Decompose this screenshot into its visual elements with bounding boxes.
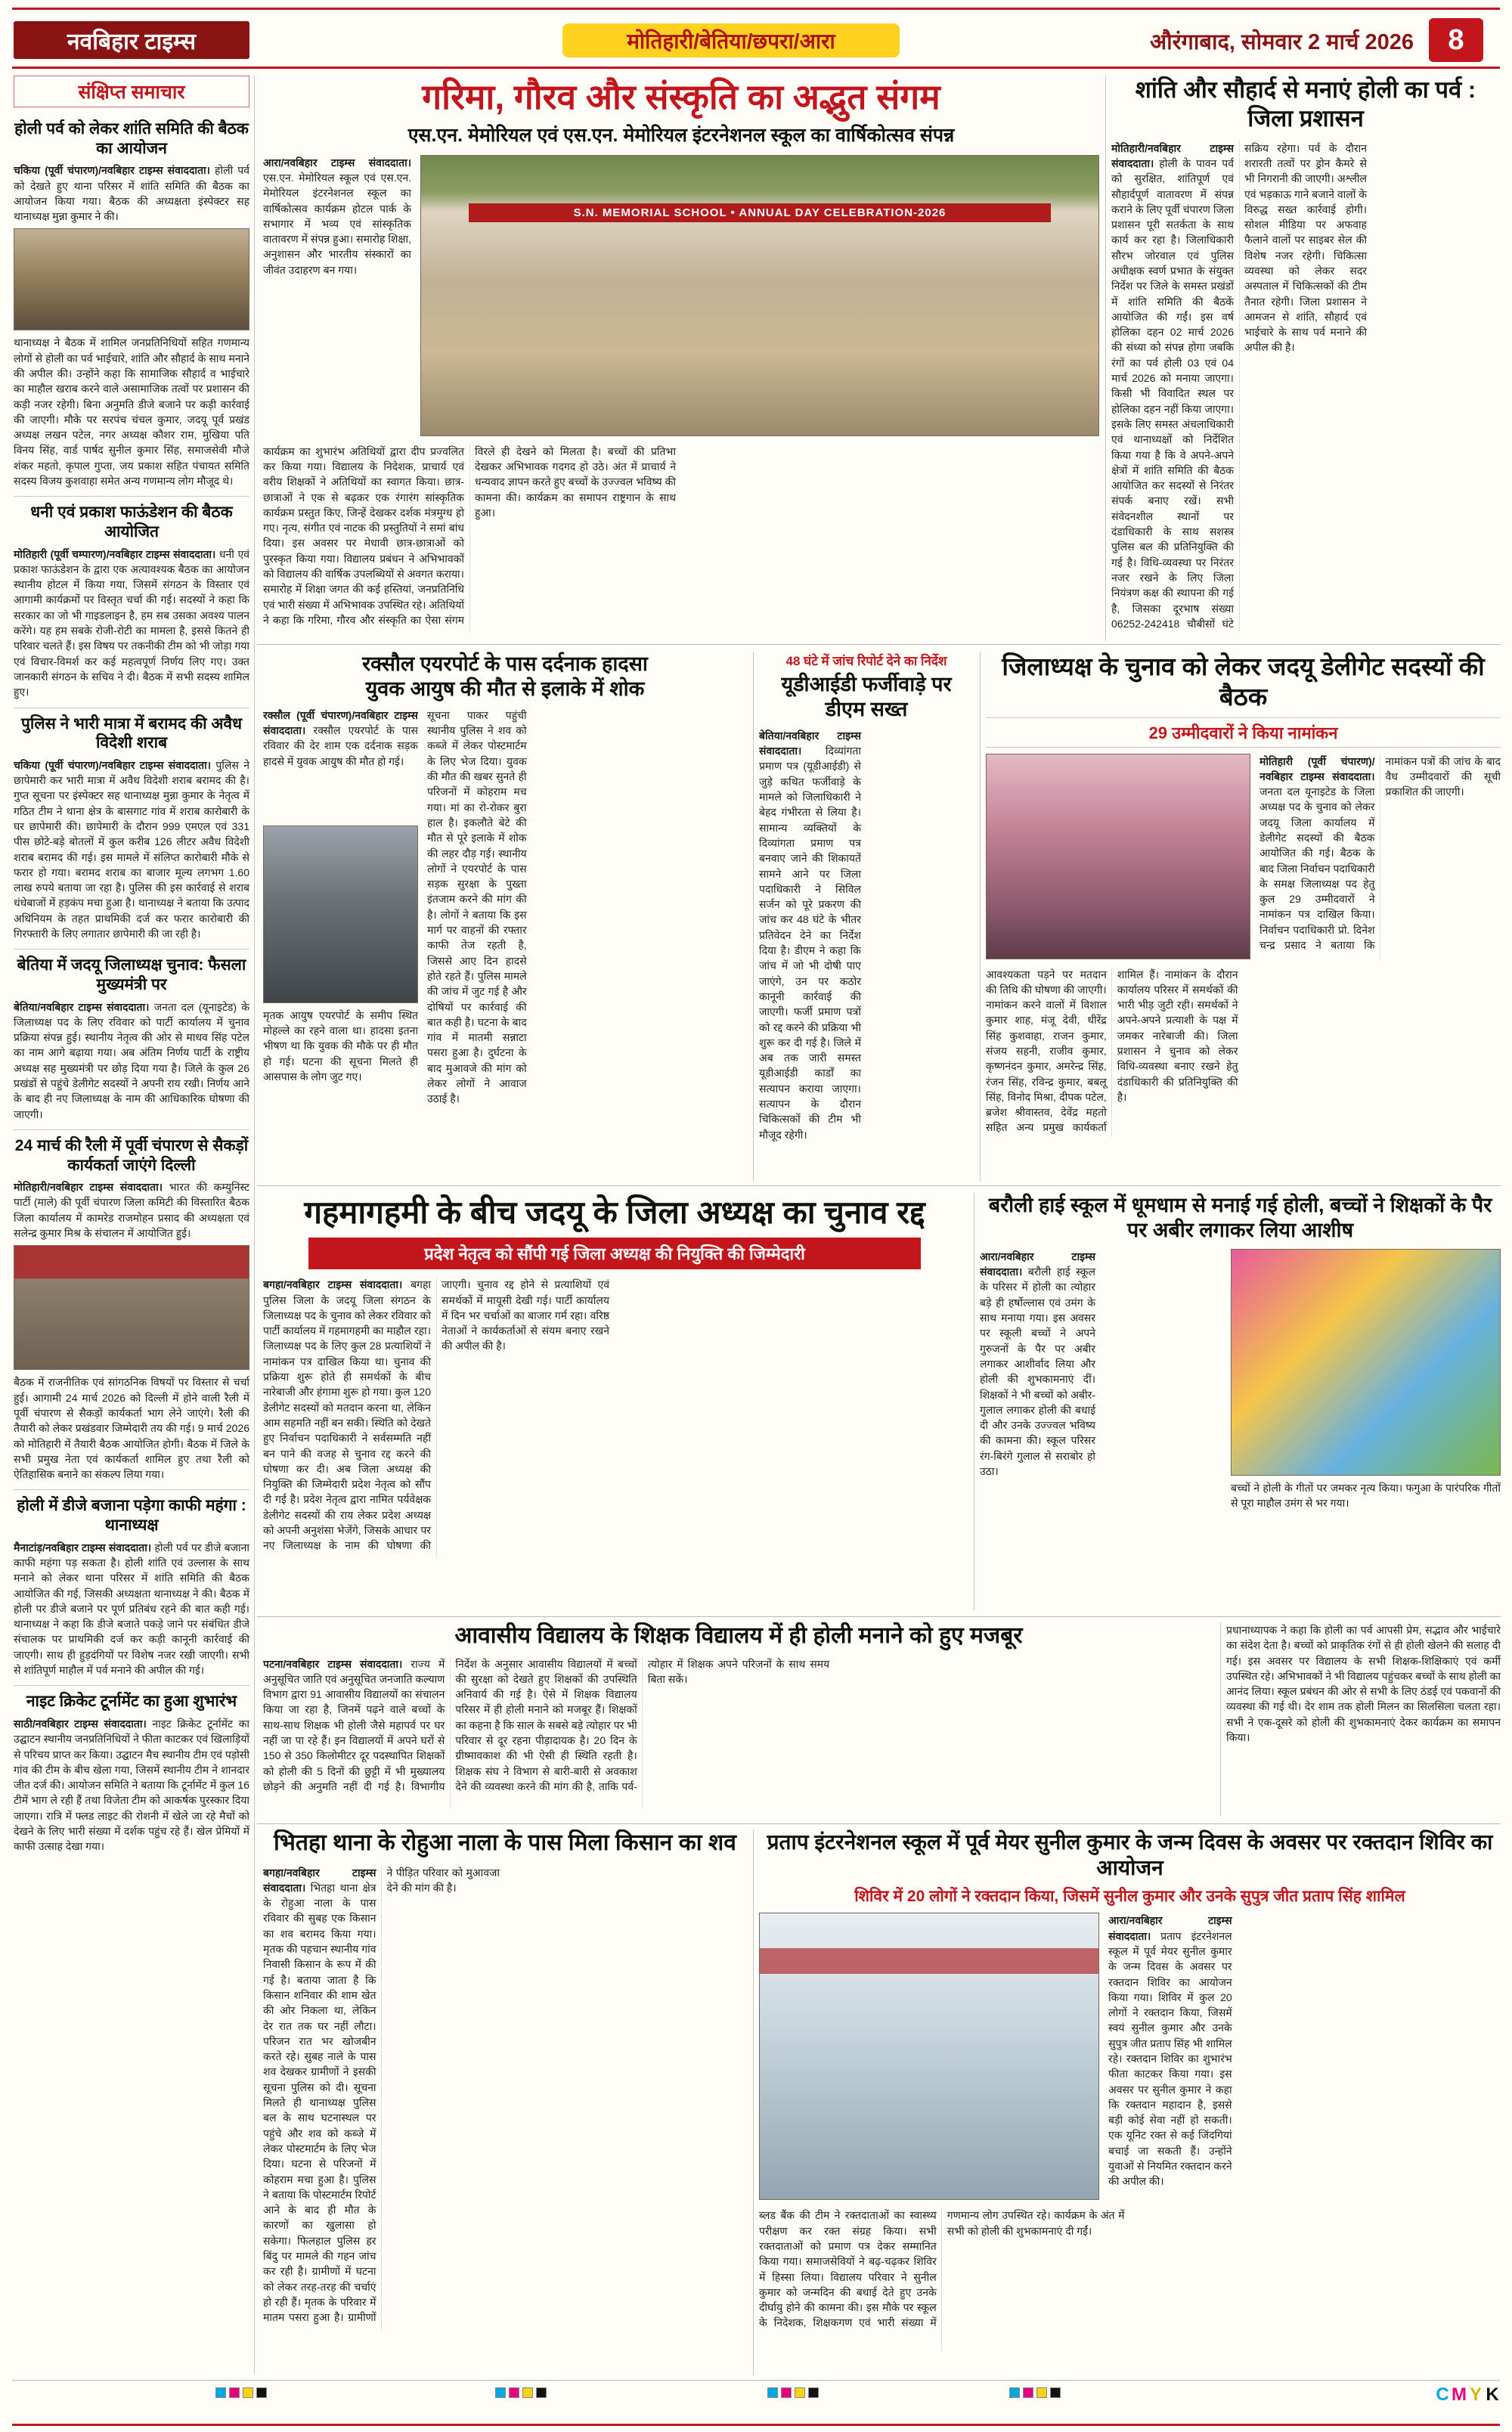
headline: 24 मार्च की रैली में पूर्वी चंपारण से सैकड़ों कार्यकर्ता जाएंगे दिल्ली [14,1136,249,1174]
article-body-columns [759,728,974,1166]
article-text: पुलिस ने छापेमारी कर भारी मात्रा में अवैध विदेशी शराब बरामद की है। गुप्त सूचना पर इंस्पेक्टर सह थानाध्यक्ष मुन्ना कुमार के नेतृत्व में गठित टीम ने थाना क्षेत्र के बासगाट गांव में शराब कारोबारी के घर छापेमारी की। छापेमारी के दौरान 999 एमएल एवं 331 पीस छोटे-बड़े बोतलों में कुल करीब 126 लीटर अवैध विदेशी शराब बरामद की गई। इस मामले में संलिप्त कारोबारी मौके से फरार हो गया। बरामद शराब का बाजार मूल्य लगभग 1.60 लाख रुपये बताया जा रहा है। पुलिस की इस कार्रवाई से शराब धंधेबाजों में हड़कंप मचा हुआ है। थानाध्यक्ष ने बताया कि उत्पाद अधिनियम के तहत प्राथमिकी दर्ज कर फरार कारोबारी की गिरफ्तारी के लिए लगातार छापेमारी की जा रही है। [14,758,249,940]
registration-dot [781,2387,792,2398]
article-text: जनता दल यूनाइटेड के जिला अध्यक्ष पद के चुनाव को लेकर जदयू जिला कार्यालय में डेलीगेट सदस्यों की बैठक आयोजित की गई। बैठक के बाद जिला निर्वाचन पदाधिकारी के समक्ष जिलाध्यक्ष पद हेतु कुल 29 उम्मीदवारों ने नामांकन पत्र दाखिल किया। निर्वाचन पदाधिकारी प्रो. दिनेश चन्द्र प्रसाद ने बताया कि नामांकन पत्रों की जांच के बाद वैध उम्मीदवारों की सूची प्रकाशित की जाएगी। [1259,754,1501,952]
article-dateline: चकिया (पूर्वी चंपारण)/नवबिहार टाइम्स संवाददाता। [14,758,212,771]
headline: बेतिया में जदयू जिलाध्यक्ष चुनाव: फैसला मुख्यमंत्री पर [17,956,246,993]
article-barauli-continuation [1226,1622,1501,1816]
article-body: बैठक में राजनीतिक एवं सांगठनिक विषयों पर विस्तार से चर्चा हुई। आगामी 24 मार्च 2026 को दिल्ली में होने वाली रैली में पूर्वी चंपारण से सैकड़ों कार्यकर्ता भाग लेने जाएंगे। रैली की तैयारी को लेकर प्रखंडवार जिम्मेदारी तय की गई। 9 मार्च 2026 को मोतिहारी में तैयारी बैठक आयोजित होगी। बैठक में जिले के सभी प्रमुख नेता एवं कार्यकर्ता शामिल हुए तथा रैली को ऐतिहासिक बनाने का संकल्प लिया गया। [14,1376,249,1481]
article-dateline: पटना/नवबिहार टाइम्स संवाददाता। [263,1657,403,1670]
article-pratap-blood-donation [759,1829,1501,2375]
article-left-stack [263,708,418,1173]
article-dateline: चकिया (पूर्वी चंपारण)/नवबिहार टाइम्स संवाददाता। [14,164,210,177]
headline: गहमागहमी के बीच जदयू के जिला अध्यक्ष का चुनाव रद्द [304,1194,925,1230]
date-line: औरंगाबाद, सोमवार 2 मार्च 2026 [1150,29,1414,54]
article-body: मृतक आयुष एयरपोर्ट के समीप स्थित मोहल्ले का रहने वाला था। हादसा इतना भीषण था कि युवक की मौके पर ही मौत हो गई। घटना की सूचना मिलते ही आसपास के लोग जुट गए। [263,1008,418,1083]
article-dateline: साठी/नवबिहार टाइम्स संवाददाता। [14,1717,147,1730]
subhead: 29 उम्मीदवारों ने किया नामांकन [986,717,1501,748]
article-content-row [986,754,1501,959]
header-rule [12,67,1500,69]
cmyk-letter-k: K [1486,2384,1499,2405]
article-text: रक्सौल एयरपोर्ट के पास रविवार की देर शाम एक दर्दनाक सड़क हादसे में युवक आयुष की मौत हो गई। [263,724,418,767]
article-body-columns [263,1277,966,1557]
bottom-rule [12,2424,1500,2426]
registration-dot [256,2387,267,2398]
article-bhitaha [263,1829,747,2375]
registration-dot [536,2387,547,2398]
registration-dot [1009,2387,1020,2398]
section-rule [257,1823,1501,1824]
headline: नाइट क्रिकेट टूर्नामेंट का हुआ शुभारंभ [26,1693,237,1711]
cmyk-letter-c: C [1436,2384,1449,2405]
column-divider [980,652,981,1181]
article-awasiya [263,1622,1214,1816]
article-body [14,1540,249,1678]
headline: होली पर्व को लेकर शांति समिति की बैठक का आयोजन [14,120,249,157]
article-garima [263,76,1099,639]
article-dateline: आरा/नवबिहार टाइम्स संवाददाता। [1108,1914,1232,1942]
headline-line2: युवक आयुष की मौत से इलाके में शोक [365,677,645,700]
article-body [14,1716,249,1854]
page-number-badge: 8 [1429,18,1483,62]
photo-banner-caption: S.N. MEMORIAL SCHOOL • ANNUAL DAY CELEBRATION-2026 [469,203,1052,222]
registration-dots [1009,2387,1061,2398]
article-raxaul-accident [263,652,747,1181]
column-divider [254,76,255,2374]
registration-dot [522,2387,533,2398]
editions-strip: मोतिहारी/बेतिया/छपरा/आरा [562,23,900,57]
article-text: एस.एन. मेमोरियल स्कूल एवं एस.एन. मेमोरियल इंटरनेशनल स्कूल का वार्षिकोत्सव कार्यक्रम होटल पार्क के सभागार में भव्य एवं सांस्कृतिक वातावरण में संपन्न हुआ। समारोह शिक्षा, अनुशासन और भारतीय संस्कारों का जीवंत उदाहरण बन गया। [263,171,411,276]
article-dateline: आरा/नवबिहार टाइम्स संवाददाता। [980,1250,1095,1278]
article-gahmagahmi [263,1193,966,1610]
article-text: होली पर्व पर डीजे बजाना काफी महंगा पड़ सकता है। होली शांति एवं उल्लास के साथ मनाने को लेकर थाना परिसर में शांति समिति की बैठक आयोजित की गई, जिसकी अध्यक्षता थानाध्यक्ष ने की। बैठक में होली पर डीजे बजाने पर पूर्ण प्रतिबंध रहने की बात कही गई। थानाध्यक्ष ने कहा कि डीजे बजाते पकड़े जाने पर संबंधित डीजे संचालक पर प्राथमिकी दर्ज कर कड़ी कानूनी कार्रवाई की जाएगी। साथ ही हुड़दंगियों पर विशेष नजर रखी जाएगी। सभी से शांतिपूर्ण माहौल में पर्व मनाने की अपील की गई। [14,1541,249,1677]
article-udid [759,652,974,1181]
headline: धनी एवं प्रकाश फाऊंडेशन की बैठक आयोजित [30,503,233,541]
headline: प्रताप इंटरनेशनल स्कूल में पूर्व मेयर सुनील कुमार के जन्म दिवस के अवसर पर रक्तदान शिविर का आयोजन [767,1830,1493,1880]
photo-jdu-delegate-meeting [986,754,1250,959]
article-body: बच्चों ने होली के गीतों पर जमकर नृत्य किया। फगुआ के पारंपरिक गीतों से पूरा माहौल उमंग से भर गया। [1231,1481,1501,1510]
registration-dot [229,2387,240,2398]
article-dateline: रक्सौल (पूर्वी चंपारण)/नवबिहार टाइम्स संवाददाता। [263,708,418,737]
headline: पुलिस ने भारी मात्रा में बरामद की अवैध विदेशी शराब [20,714,243,752]
article-body-columns: सूचना पाकर पहुंची स्थानीय पुलिस ने शव को कब्जे में लेकर पोस्टमार्टम के लिए भेज दिया। युवक की मौत की खबर सुनते ही परिजनों में कोहराम मच गया। मां का रो-रोकर बुरा हाल है। इकलौते बेटे की मौत से पूरे इलाके में शोक की लहर दौड़ गई। स्थानीय लोगों ने एयरपोर्ट के पास सड़क सुरक्षा के पुख्ता इंतजाम करने की मांग की है। लोगों ने बताया कि इस मार्ग पर वाहनों की रफ्तार काफी तेज रहती है, जिससे आए दिन हादसे होते रहते हैं। पुलिस मामले की जांच में जुट गई है और दोषियों पर कार्रवाई की बात कही है। घटना के बाद गांव में मातमी सन्नाटा पसरा हुआ है। दुर्घटना के बाद मुआवजे की मांग को लेकर लोगों ने आवाज उठाई है। [427,708,527,1105]
article-dateline: बेतिया/नवबिहार टाइम्स संवाददाता। [759,729,861,757]
column-divider [1220,1622,1221,1816]
article-dateline: आरा/नवबिहार टाइम्स संवाददाता। [263,156,411,169]
article-body [14,757,249,942]
article-right-stack [1231,1249,1501,1565]
article-body-columns: ब्लड बैंक की टीम ने रक्तदाताओं का स्वास्थ्य परीक्षण कर रक्त संग्रह किया। सभी रक्तदाताओं को प्रमाण पत्र देकर सम्मानित किया गया। समाजसेवियों ने बढ़-चढ़कर शिविर में हिस्सा लिया। विद्यालय परिवार ने सुनील कुमार को जन्मदिन की बधाई देते हुए उनके दीर्घायु होने की कामना की। इस मौके पर स्कूल के निदेशक, शिक्षकगण एवं भारी संख्या में गणमान्य लोग उपस्थित रहे। कार्यक्रम के अंत में सभी को होली की शुभकामनाएं दी गईं। [759,2209,1125,2329]
registration-dot [243,2387,253,2398]
article-body-columns [1108,1913,1501,2200]
article-dateline: मोतिहारी (पूर्वी चंपारण)/नवबिहार टाइम्स संवाददाता। [1259,754,1375,782]
article-text: भितहा थाना क्षेत्र के रोहुआ नाला के पास रविवार की सुबह एक किसान का शव बरामद किया गया। मृतक की पहचान स्थानीय गांव निवासी किसान के रूप में की गई है। बताया जाता है कि किसान शनिवार की शाम खेत की ओर निकला था, लेकिन देर रात तक घर नहीं लौटा। परिजन रात भर खोजबीन करते रहे। सुबह नाले के पास शव देखकर ग्रामीणों ने इसकी सूचना पुलिस को दी। सूचना मिलते ही थानाध्यक्ष पुलिस बल के साथ घटनास्थल पर पहुंचे और शव को कब्जे में लेकर पोस्टमार्टम के लिए भेज दिया। घटना से परिजनों में कोहराम मचा हुआ है। पुलिस ने बताया कि पोस्टमार्टम रिपोर्ट आने के बाद ही मौत के कारणों का खुलासा हो सकेगा। फिलहाल पुलिस हर बिंदु पर मामले की गहन जांच कर रही है। ग्रामीणों में घटना को लेकर तरह-तरह की चर्चाएं हो रही हैं। मृतक के परिवार में मातम पसरा हुआ है। ग्रामीणों ने पीड़ित परिवार को मुआवजा देने की मांग की है। [263,1866,500,2324]
column-divider [753,652,754,1181]
article-text: नाइट क्रिकेट टूर्नामेंट का उद्घाटन स्थानीय जनप्रतिनिधियों ने फीता काटकर एवं खिलाड़ियों से परिचय प्राप्त कर किया। उद्घाटन मैच स्थानीय टीम एवं पड़ोसी गांव की टीम के बीच खेला गया, जिसमें स्थानीय टीम ने शानदार जीत दर्ज की। आयोजन समिति ने बताया कि टूर्नामेंट में कुल 16 टीमें भाग ले रही हैं तथा विजेता टीम को आकर्षक पुरस्कार दिया जाएगा। रात्रि में फ्लड लाइट की रोशनी में खेले जा रहे मैचों को देखने के लिए भारी संख्या में दर्शक पहुंच रहे हैं। खेल प्रेमियों में काफी उत्साह देखा गया। [14,1717,249,1853]
column-divider [1105,76,1106,641]
article-body [14,547,249,700]
registration-dot [495,2387,506,2398]
briefs-column [14,76,249,2374]
article-body [263,155,411,277]
cmyk-letter-y: Y [1469,2384,1482,2405]
registration-dot [808,2387,819,2398]
headline: जिलाध्यक्ष के चुनाव को लेकर जदयू डेलीगेट सदस्यों की बैठक [1002,652,1485,711]
column-divider [753,1829,754,2375]
brief-article [14,113,249,488]
article-text: दिव्यांगता प्रमाण पत्र (यूडीआईडी) से जुड़े कथित फर्जीवाड़े के मामले को जिलाधिकारी ने बेहद गंभीरता से लिया है। सामान्य व्यक्तियों के दिव्यांगता प्रमाण पत्र बनवाए जाने की शिकायतें सामने आने पर जिला पदाधिकारी ने सिविल सर्जन को पूरे प्रकरण की जांच कर 48 घंटे के भीतर प्रतिवेदन देने का निर्देश दिया है। डीएम ने कहा कि जांच में जो भी दोषी पाए जाएंगे, उन पर कठोर कानूनी कार्रवाई की जाएगी। फर्जी प्रमाण पत्रों को रद्द करने की प्रक्रिया भी शुरू कर दी गई है। जिले में अब तक जारी समस्त यूडीआईडी कार्डों का सत्यापन कराया जाएगा। सत्यापन के दौरान चिकित्सकों की टीम भी मौजूद रहेगी। [759,745,861,1141]
registration-dot [795,2387,805,2398]
article-text: बगहा पुलिस जिला के जदयू जिला संगठन के जिलाध्यक्ष पद के चुनाव को लेकर रविवार को पार्टी कार्यालय में गहमागहमी का माहौल रहा। जिलाध्यक्ष पद के लिए कुल 28 प्रत्याशियों ने नामांकन पत्र दाखिल किया था। चुनाव की प्रक्रिया शुरू होते ही समर्थकों के बीच नारेबाजी और हंगामा शुरू हो गया। कुल 120 डेलीगेट सदस्यों को मतदान करना था, लेकिन आम सहमति नहीं बन सकी। स्थिति को देखते हुए निर्वाचन पदाधिकारी ने सर्वसम्मति नहीं बन पाने की वजह से चुनाव रद्द करने की घोषणा कर दी। अब जिला अध्यक्ष की नियुक्ति की जिम्मेदारी प्रदेश नेतृत्व को सौंप दी गई है। प्रदेश नेतृत्व द्वारा नामित पर्यवेक्षक डेलीगेट सदस्यों की राय लेकर प्रदेश अध्यक्ष को अपनी अनुशंसा भेजेंगे, जिसके आधार पर नए जिलाध्यक्ष के नाम की घोषणा की जाएगी। चुनाव रद्द होने से प्रत्याशियों एवं समर्थकों में मायूसी देखी गई। पार्टी कार्यालय में दिन भर चर्चाओं का बाजार गर्म रहा। वरिष्ठ नेताओं ने कार्यकर्ताओं से संयम बनाए रखने की अपील की है। [263,1278,609,1552]
brief-article [14,496,249,699]
headline-line1: रक्सौल एयरपोर्ट के पास दर्दनाक हादसा [362,652,648,675]
subhead-bar: प्रदेश नेतृत्व को सौंपी गई जिला अध्यक्ष की नियुक्ति की जिम्मेदारी [308,1238,921,1269]
section-rule [257,1185,1501,1186]
photo-cpi-meeting-banner [14,1245,249,1370]
headline: होली में डीजे बजाना पड़ेगा काफी महंगा : थानाध्यक्ष [17,1497,246,1535]
section-rule [257,644,1501,645]
article-text: होली के पावन पर्व को सुरक्षित, शांतिपूर्ण एवं सौहार्दपूर्ण वातावरण में संपन्न कराने के लिए पूर्वी चंपारण जिला प्रशासन पूरी सतर्कता के साथ कार्य कर रहा है। जिलाधिकारी सौरभ जोरवाल एवं पुलिस अधीक्षक स्वर्ण प्रभात के संयुक्त निर्देश पर जिले के समस्त प्रखंडों में शांति समिति की बैठकें आयोजित की गईं। इस वर्ष होलिका दहन 02 मार्च 2026 की संध्या को संपन्न होगा जबकि रंगों का पर्व होली 03 एवं 04 मार्च 2026 को मनाया जाएगा। किसी भी विवादित स्थल पर होलिका दहन नहीं किया जाएगा। इसके लिए समस्त अंचलाधिकारी एवं थानाध्यक्षों को निर्देशित किया गया है कि वे अपने-अपने क्षेत्रों में शांति समिति की बैठक आयोजित कर सदस्यों से निरंतर संपर्क बनाए रखें। सभी संवेदनशील स्थानों पर दंडाधिकारी के साथ सशस्त्र पुलिस बल की प्रतिनियुक्ति की गई है। विधि-व्यवस्था पर निरंतर नजर रखने के लिए जिला नियंत्रण कक्ष की स्थापना की गई है, जिसका दूरभाष संख्या 06252-242418 चौबीसों घंटे सक्रिय रहेगा। पर्व के दौरान शरारती तत्वों पर ड्रोन कैमरे से भी निगरानी की जाएगी। अश्लील एवं भड़काऊ गाने बजाने वालों के विरुद्ध सख्त कार्रवाई होगी। सोशल मीडिया पर अफवाह फैलाने वालों पर साइबर सेल की विशेष नजर रहेगी। चिकित्सा व्यवस्था को लेकर सदर अस्पताल में चिकित्सकों की टीम तैनात रहेगी। जिला प्रशासन ने आमजन से शांति, सौहार्द एवं भाईचारे के साथ पर्व मनाने की अपील की है। [1111,141,1368,630]
article-content-row [263,708,747,1173]
article-body [14,999,249,1122]
article-content-row [980,1249,1501,1565]
brief-article [14,1685,249,1854]
article-barauli-holi [980,1193,1501,1610]
article-body-columns: आवश्यकता पड़ने पर मतदान की तिथि की घोषणा की जाएगी। नामांकन करने वालों में विशाल कुमार शाह, मंजू देवी, धीरेंद्र सिंह कुशवाहा, राजन कुमार, संजय सहनी, राजीव कुमार, कृष्णनंदन कुमार, अमरेन्द्र सिंह, रंजन सिंह, रविन्द्र कुमार, बबलू सिंह, विनोद मिश्रा, दीपक पटेल, ब्रजेश श्रीवास्तव, देवेंद्र महतो सहित अन्य प्रमुख कार्यकर्ता शामिल हैं। नामांकन के दौरान कार्यालय परिसर में समर्थकों की भारी भीड़ जुटी रही। समर्थकों ने अपने-अपने प्रत्याशी के पक्ष में जमकर नारेबाजी की। जिला प्रशासन ने चुनाव को लेकर विधि-व्यवस्था बनाए रखने हेतु दंडाधिकारी की प्रतिनियुक्ति की है। [986,968,1238,1134]
article-dateline: बगहा/नवबिहार टाइम्स संवाददाता। [263,1278,403,1291]
brief-article [14,1489,249,1678]
article-dateline: बगहा/नवबिहार टाइम्स संवाददाता। [263,1866,376,1894]
article-body-columns [263,1865,747,2330]
article-body [14,163,249,224]
article-body: प्रधानाध्यापक ने कहा कि होली का पर्व आपसी प्रेम, सद्भाव और भाईचारे का संदेश देता है। बच्चों को प्राकृतिक रंगों से ही होली खेलने की सलाह दी गई। इस अवसर पर विद्यालय के सभी शिक्षक-शिक्षिकाएं एवं कर्मी उपस्थित रहे। अभिभावकों ने भी विद्यालय पहुंचकर बच्चों के साथ होली का आनंद लिया। स्कूल प्रबंधन की ओर से सभी के लिए ठंडई एवं पकवानों की व्यवस्था की गई थी। देर शाम तक होली मिलन का सिलसिला चलता रहा। सभी ने एक-दूसरे को होली की शुभकामनाएं देकर कार्यक्रम का समापन किया। [1226,1624,1501,1744]
article-shanti [1111,76,1500,639]
headline: भितहा थाना के रोहुआ नाला के पास मिला किसान का शव [274,1830,736,1855]
article-body-columns [980,1249,1222,1565]
registration-dots [495,2387,547,2398]
article-text: बरौली हाई स्कूल के परिसर में होली का त्योहार बड़े ही हर्षोल्लास एवं उमंग के साथ मनाया गया। इस अवसर पर स्कूली बच्चों ने अपने गुरुजनों के पैर पर अबीर लगाकर आशीर्वाद लिया और होली की शुभकामनाएं दीं। शिक्षकों ने भी बच्चों को अबीर-गुलाल लगाकर होली की बधाई दी और उनके उज्ज्वल भविष्य की कामना की। स्कूल परिसर रंग-बिरंगे गुलाल से सराबोर हो उठा। [980,1266,1095,1478]
registration-dots [767,2387,819,2398]
registration-dot [767,2387,778,2398]
subhead: शिविर में 20 लोगों ने रक्तदान किया, जिसमें सुनील कुमार और उनके सुपुत्र जीत प्रताप सिंह शामिल [854,1888,1405,1906]
article-text: प्रताप इंटरनेशनल स्कूल में पूर्व मेयर सुनील कुमार के जन्म दिवस के अवसर पर रक्तदान शिविर का आयोजन किया गया। शिविर में कुल 20 लोगों ने रक्तदान किया, जिसमें स्वयं सुनील कुमार और उनके सुपुत्र जीत प्रताप सिंह भी शामिल रहे। रक्तदान शिविर का शुभारंभ फीता काटकर किया गया। इस अवसर पर सुनील कुमार ने कहा कि रक्तदान महादान है, इससे बड़ी कोई सेवा नहीं हो सकती। एक यूनिट रक्त से कई जिंदगियां बचाई जा सकती हैं। उन्होंने युवाओं से नियमित रक्तदान करने की अपील की। [1108,1929,1232,2188]
article-text: राज्य में अनुसूचित जाति एवं अनुसूचित जनजाति कल्याण विभाग द्वारा 91 आवासीय विद्यालयों का संचालन किया जा रहा है, जिनमें पढ़ने वाले बच्चों के साथ-साथ शिक्षक भी होली जैसे महापर्व पर घर नहीं जा पा रहे हैं। इन विद्यालयों में अपने घरों से 150 से 350 किलोमीटर दूर पदस्थापित शिक्षकों को होली की 5 दिनों की छुट्टी में भी मुख्यालय छोड़ने की अनुमति नहीं दी गई है। विभागीय निर्देश के अनुसार आवासीय विद्यालयों में बच्चों की सुरक्षा को देखते हुए शिक्षकों की उपस्थिति अनिवार्य की गई है। ऐसे में शिक्षक विद्यालय परिसर में ही होली मनाने को मजबूर हैं। शिक्षकों का कहना है कि साल के सबसे बड़े त्योहार पर भी परिवार से दूर रहना पीड़ादायक है। 20 दिन के ग्रीष्मावकाश की भी ऐसी ही स्थिति रहती है। शिक्षक संघ ने विभाग से बारी-बारी से अवकाश देने की व्यवस्था करने की मांग की है, ताकि पर्व-त्योहार में शिक्षक अपने परिजनों के साथ समय बिता सकें। [263,1657,830,1792]
article-intro-column [263,155,411,436]
cmyk-letter-m: M [1452,2384,1467,2405]
article-body-columns [1259,754,1501,959]
article-text: भारत की कम्युनिस्ट पार्टी (माले) की पूर्वी चंपारण जिला कमिटी की विस्तारित बैठक जिला कार्यालय में कामरेड राजमोहन प्रसाद की अध्यक्षता एवं सलेन्द्र कुमार मिश्र के संचालन में आयोजित हुई। [14,1181,249,1240]
article-body-columns [263,1656,1214,1808]
brief-article [14,1129,249,1482]
photo-barauli-holi-children [1231,1249,1501,1476]
article-text: जनता दल (यूनाइटेड) के जिलाध्यक्ष पद के लिए रविवार को पार्टी कार्यालय में चुनाव प्रक्रिया संपन्न हुई। स्थानीय नेतृत्व की ओर से माधव सिंह पटेल का नाम आगे बढ़ाया गया। अब अंतिम निर्णय पार्टी के राष्ट्रीय अध्यक्ष सह मुख्यमंत्री पर छोड़ दिया गया है। जिले के कुल 26 प्रखंडों से पहुंचे डेलीगेट सदस्यों ने अपनी राय रखी। निर्णय आने के बाद ही नए जिलाध्यक्ष के नाम की आधिकारिक घोषणा की जाएगी। [14,1000,249,1120]
article-dateline: मोतिहारी/नवबिहार टाइम्स संवाददाता। [14,1181,163,1194]
registration-dot [215,2387,226,2398]
article-content-row [759,1913,1501,2200]
article-dateline: बेतिया/नवबिहार टाइम्स संवाददाता। [14,1000,150,1013]
article-jadyu-delegate [986,652,1501,1181]
registration-dots [215,2387,267,2398]
photo-blood-donation-camp [759,1913,1099,2200]
subhead: एस.एन. मेमोरियल एवं एस.एन. मेमोरियल इंटरनेशनल स्कूल का वार्षिकोत्सव संपन्न [407,125,955,147]
photo-ayush-accident [263,826,418,1003]
footer-rule [12,2380,1500,2381]
headline: यूडीआईडी फर्जीवाड़े पर डीएम सख्त [781,673,952,720]
article-body: थानाध्यक्ष ने बैठक में शामिल जनप्रतिनिधियों सहित गणमान्य लोगों से होली का पर्व भाईचारे, शांति और सौहार्द के साथ मनाने की अपील की। उन्होंने कहा कि सामाजिक सौहार्द व भाईचारे का माहौल खराब करने वाले असामाजिक तत्वों पर प्रशासन की कड़ी नजर रहेगी। बिना अनुमति डीजे बजाने पर कड़ी कार्रवाई की जाएगी। मौके पर सरपंच चंचल कुमार, जदयू पूर्व प्रखंड अध्यक्ष लखन पटेल, नगर अध्यक्ष कौशर राम, मुखिया पति विनय सिंह, वार्ड पार्षद सुनील कुमार सिंह, समाजसेवी मौजे शंकर महतो, कृपाल गुप्ता, जय प्रकाश सहित पंचायत समिति सदस्य विजय कुशवाहा समेत अन्य गणमान्य लोग मौजूद थे। [14,336,249,488]
article-text: धनी एवं प्रकाश फाऊंडेशन के द्वारा एक अत्यावश्यक बैठक का आयोजन स्थानीय होटल में किया गया, जिसमें संगठन के विस्तार एवं आगामी कार्यक्रमों पर विस्तृत चर्चा की गई। सदस्यों ने कहा कि सरकार का जो भी गाइडलाइन है, हम सब उसका अवश्य पालन करेंगे। यह हम सबके रोजी-रोटी का मामला है, इससे कितने ही परिवार चलते हैं। इस विषय पर तकनीकी टीम को भी जोड़ा गया एवं विचार-विमर्श कर कई महत्वपूर्ण निर्णय लिए गए। उक्त जानकारी संगठन के सचिव ने दी। बैठक में सभी सदस्य शामिल हुए। [14,547,249,699]
article-dateline: मोतिहारी (पूर्वी चम्पारण)/नवबिहार टाइम्स संवाददाता। [14,547,216,560]
section-rule [257,1616,1501,1617]
article-text: होली पर्व को देखते हुए थाना परिसर में शांति समिति की बैठक का आयोजन किया गया। बैठक की अध्यक्षता इंस्पेक्टर सह थानाध्यक्ष मुन्ना कुमार ने की। [14,164,249,223]
article-body-columns [1111,141,1500,632]
registration-dot [1036,2387,1047,2398]
photo-annual-day-stage [420,155,1099,436]
headline: गरिमा, गौरव और संस्कृति का अद्भुत संगम [422,77,940,116]
article-body [263,708,418,821]
brief-article [14,949,249,1122]
paper-name: नवबिहार टाइम्स [14,21,249,59]
brief-article [14,708,249,942]
registration-dot [1023,2387,1033,2398]
headline: बरौली हाई स्कूल में धूमधाम से मनाई गई होली, बच्चों ने शिक्षकों के पैर पर अबीर लगाकर लिया आशीष [988,1194,1492,1241]
article-body-columns: कार्यक्रम का शुभारंभ अतिथियों द्वारा दीप प्रज्वलित कर किया गया। विद्यालय के निदेशक, प्राचार्य एवं वरीय शिक्षकों ने अतिथियों का स्वागत किया। छात्र-छात्राओं ने एक से बढ़कर एक रंगारंग सांस्कृतिक कार्यक्रम प्रस्तुत किए, जिन्हें देखकर दर्शक मंत्रमुग्ध हो गए। नृत्य, संगीत एवं नाटक की प्रस्तुतियों ने समां बांध दिया। इस अवसर पर मेधावी छात्र-छात्राओं को पुरस्कृत किया गया। विद्यालय प्रबंधन ने अभिभावकों को विद्यालय की वार्षिक उपलब्धियों से अवगत कराया। समारोह में शिक्षा जगत की कई हस्तियां, जनप्रतिनिधि एवं भारी संख्या में अभिभावक उपस्थित रहे। अतिथियों ने कहा कि गरिमा, गौरव और संस्कृति का ऐसा संगम विरले ही देखने को मिलता है। बच्चों की प्रतिभा देखकर अभिभावक गदगद हो उठे। अंत में प्राचार्य ने धन्यवाद ज्ञापन करते हुए बच्चों के उज्ज्वल भविष्य की कामना की। कार्यक्रम का समापन राष्ट्रगान के साथ हुआ। [263,445,676,626]
headline: शांति और सौहार्द से मनाएं होली का पर्व : जिला प्रशासन [1135,76,1476,132]
headline: आवासीय विद्यालय के शिक्षक विद्यालय में ही होली मनाने को हुए मजबूर [454,1623,1023,1648]
photo-banner-decoration [760,1948,1098,1974]
registration-dot [1050,2387,1061,2398]
photo-shanti-samiti-meeting [14,228,249,330]
article-dateline: मोतिहारी/नवबिहार टाइम्स संवाददाता। [1111,141,1234,169]
article-lead-row [263,155,1099,436]
registration-dot [509,2387,519,2398]
briefs-section-header: संक्षिप्त समाचार [14,76,249,107]
article-dateline: मैनाटांड़/नवबिहार टाइम्स संवाददाता। [14,1541,152,1554]
article-body [14,1179,249,1241]
kicker: 48 घंटे में जांच रिपोर्ट देने का निर्देश [785,654,947,668]
top-rule [12,8,1500,10]
cmyk-print-mark [1435,2384,1500,2406]
